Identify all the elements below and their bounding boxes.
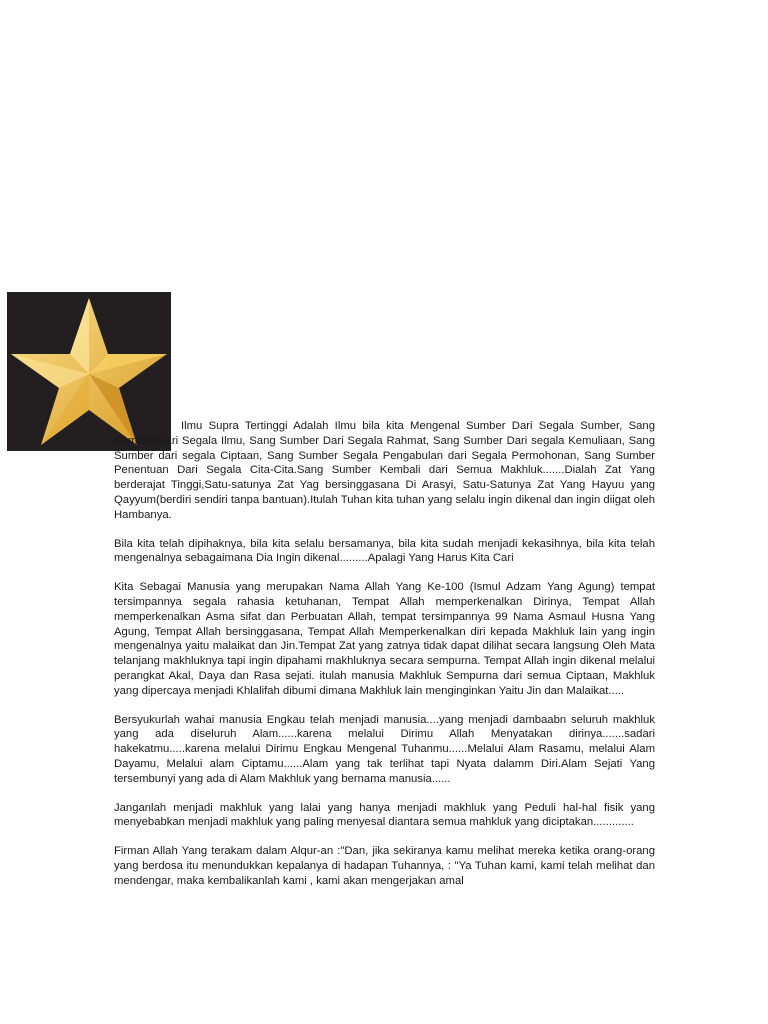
paragraph: Ilmu Supra Tertinggi Adalah Ilmu bila kita Mengenal Sumber Dari Segala Sumber, Sang Sumber Dari Segala Ilmu, Sang Sumber Dari Segala Rahmat, Sang Sumber Dari segala Kemuliaan, Sang Sumber dari segala Ciptaan, Sang Sumber Segala Pengabulan dari Segala Permohonan, Sang Sumber Penentuan Dari Segala Cita-Cita.Sang Sumber Kembali dari Semua Makhluk.......Dialah Zat Yang berderajat Tinggi,Satu-satunya Zat Yag bersinggasana Di Arasyi, Satu-Satunya Zat Yang Hayuu yang Qayyum(berdiri sendiri tanpa bantuan).Itulah Tuhan kita tuhan yang selalu ingin dikenal dan ingin diigat oleh Hambanya.	[114, 420, 655, 521]
document-body	[114, 419, 655, 903]
paragraph: Bila kita telah dipihaknya, bila kita selalu bersamanya, bila kita sudah menjadi kekasihnya, bila kita telah mengenalnya sebagaimana Dia Ingin dikenal.........Apalagi Yang Harus Kita Cari	[114, 537, 655, 565]
paragraph: Kita Sebagai Manusia yang merupakan Nama Allah Yang Ke-100 (Ismul Adzam Yang Agung) tempat tersimpannya segala rahasia ketuhanan, Tempat Allah memperkenalkan Dirinya, Tempat Allah memperkenalkan Asma sifat dan Perbuatan Allah, tempat tersimpannya 99 Nama Asmaul Husna Yang Agung, Tempat Allah bersinggasana, Tempat Allah Memperkenalkan diri kepada Makhluk lain yang ingin mengenalnya yaitu malaikat dan Jin.Tempat Zat yang zatnya tidak dapat dilihat secara langsung Oleh Mata telanjang makhluknya tapi ingin dipahami makhluknya secara sempurna. Tempat Allah ingin dikenal melalui perangkat Akal, Daya dan Rasa sejati. itulah manusia Makhluk Sempurna dari semua Ciptaan, Makhluk yang dipercaya menjadi Khlalifah dibumi dimana Makhluk lain menginginkan Yaitu Jin dan Malaikat.....	[114, 581, 655, 697]
paragraph: Firman Allah Yang terakam dalam Alqur-an :"Dan, jika sekiranya kamu melihat mereka ketika orang-orang yang berdosa itu menundukkan kepalanya di hadapan Tuhannya, : "Ya Tuhan kami, kami telah melihat dan mendengar, maka kembalikanlah kami , kami akan mengerjakan amal	[114, 845, 655, 887]
paragraph: Bersyukurlah wahai manusia Engkau telah menjadi manusia....yang menjadi dambaabn seluruh makhluk yang ada diseluruh Alam......karena melalui Dirimu Allah Menyatakan dirinya.......sadari hakekatmu.....karena melalui Dirimu Engkau Mengenal Tuhanmu......Melalui Alam Rasamu, melalui Alam Dayamu, Melalui alam Ciptamu......Alam yang tak terlihat tapi Nyata dalamm Diri.Alam Sejati Yang tersembunyi yang ada di Alam Makhluk yang bernama manusia......	[114, 713, 655, 785]
paragraph: Janganlah menjadi makhluk yang lalai yang hanya menjadi makhluk yang Peduli hal-hal fisik yang menyebabkan menjadi makhluk yang paling menyesal diantara semua mahkluk yang diciptakan.............	[114, 801, 655, 829]
